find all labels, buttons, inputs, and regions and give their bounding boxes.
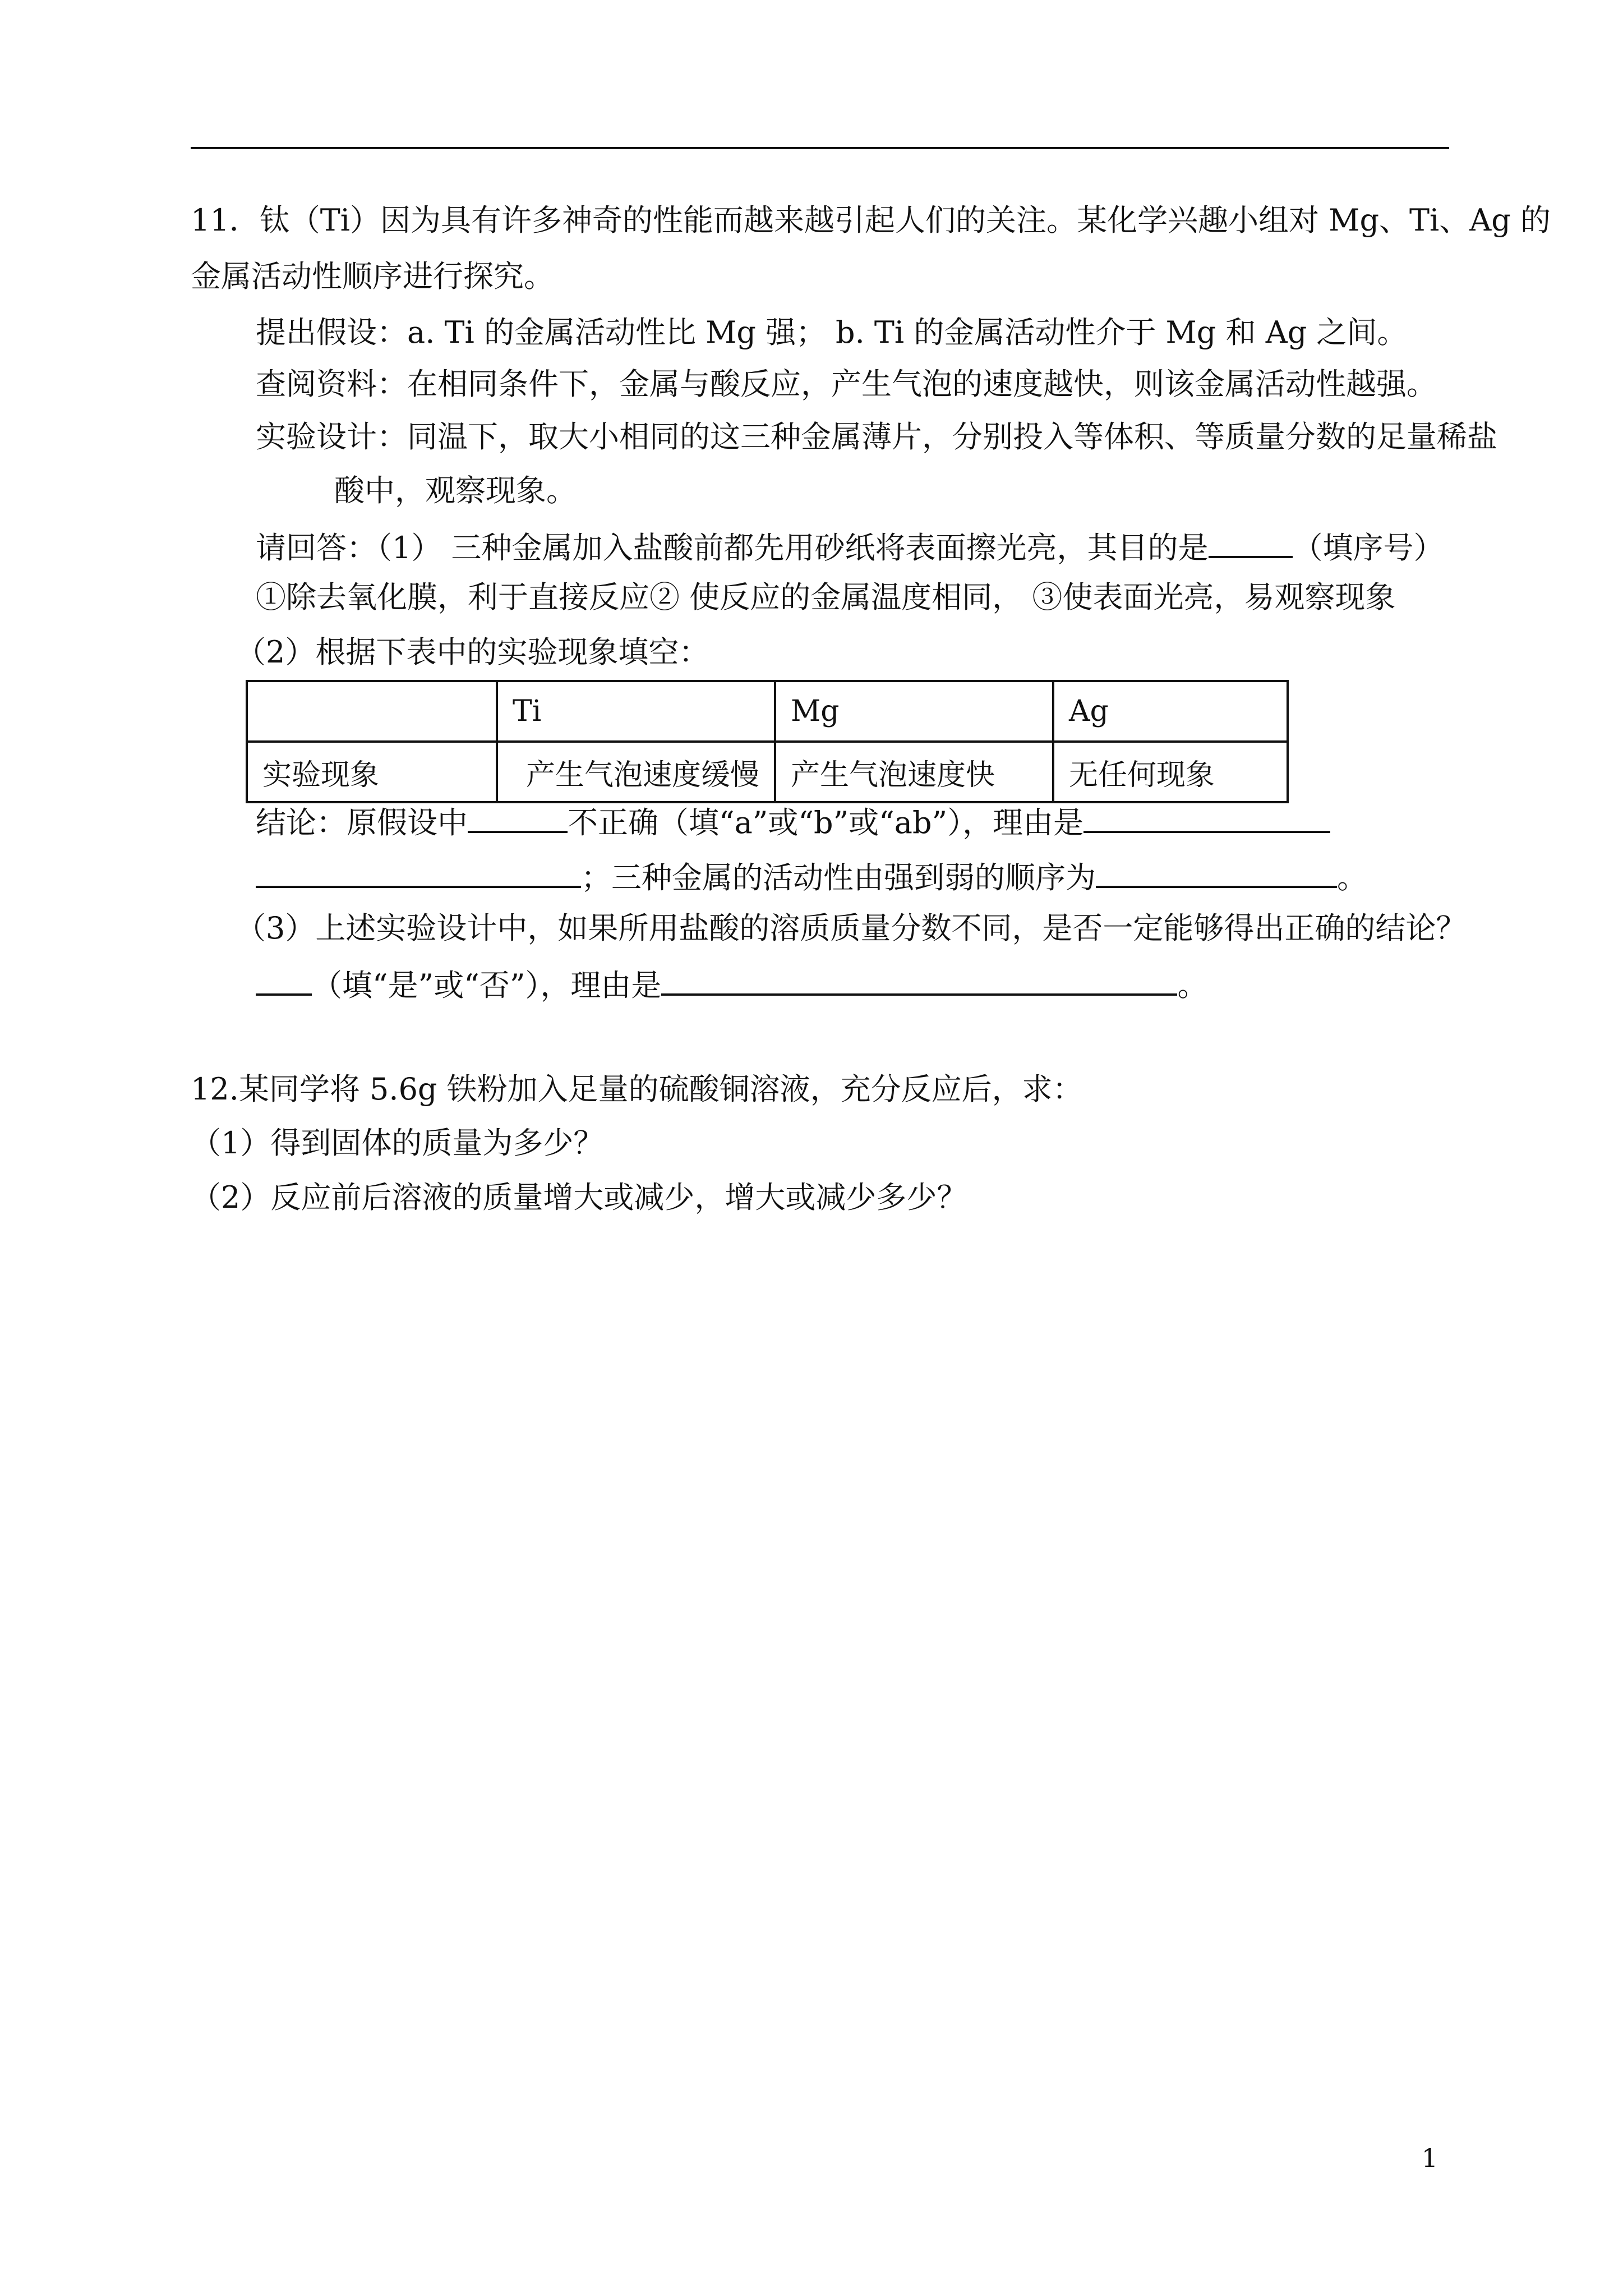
q11-hypothesis-a: 提出假设：a. Ti 的金属活动性比 Mg 强； (256, 315, 827, 350)
q3-reason-blank[interactable] (661, 962, 1177, 996)
conclusion-mid: 不正确（填“a”或“b”或“ab”），理由是 (568, 805, 1084, 840)
conclusion-order-blank[interactable] (1096, 854, 1337, 888)
q11-part1-text: 请回答：（1） 三种金属加入盐酸前都先用砂纸将表面擦光亮，其目的是 (256, 530, 1209, 565)
q11-part1 (256, 524, 1444, 568)
q11-part1-suffix: （填序号） (1292, 530, 1444, 565)
q11-part2-intro: （2）根据下表中的实验现象填空： (236, 634, 709, 670)
table-header-cell (247, 681, 497, 742)
table-header-cell: Ag (1053, 681, 1288, 742)
table-cell: 产生气泡速度缓慢 (497, 742, 775, 802)
q12-part1: （1）得到固体的质量为多少？ (191, 1125, 604, 1161)
conclusion-end: 。 (1337, 860, 1367, 895)
table-header-cell: Mg (775, 681, 1053, 742)
conclusion-prefix: 结论：原假设中 (256, 805, 468, 840)
table-cell: 无任何现象 (1053, 742, 1288, 802)
q11-design-line1: 实验设计：同温下，取大小相同的这三种金属薄片，分别投入等体积、等质量分数的足量稀盐 (256, 419, 1497, 454)
table-header-cell: Ti (497, 681, 775, 742)
q3-end: 。 (1177, 968, 1208, 1003)
table-header-row (247, 681, 1288, 742)
q11-intro-line2: 金属活动性顺序进行探究。 (191, 259, 554, 294)
conclusion-reason-blank[interactable] (1083, 799, 1330, 833)
conclusion-hypothesis-blank[interactable] (468, 799, 568, 833)
q3-mid: （填“是”或“否”），理由是 (312, 968, 662, 1003)
q11-part1-options: ①除去氧化膜，利于直接反应② 使反应的金属温度相同， ③使表面光亮，易观察现象 (256, 579, 1396, 615)
q3-yesno-blank[interactable] (256, 962, 312, 996)
conclusion-reason-blank-2[interactable] (256, 854, 581, 888)
table-row-label: 实验现象 (247, 742, 497, 802)
table-row (247, 742, 1288, 802)
experiment-table (246, 680, 1289, 803)
q11-hypothesis-b: b. Ti 的金属活动性介于 Mg 和 Ag 之间。 (836, 315, 1408, 350)
q11-conclusion-line2 (256, 854, 1367, 898)
table-cell: 产生气泡速度快 (775, 742, 1053, 802)
q11-reference: 查阅资料：在相同条件下，金属与酸反应，产生气泡的速度越快，则该金属活动性越强。 (256, 366, 1437, 402)
q11-intro-line1: 11．钛（Ti）因为具有许多神奇的性能而越来越引起人们的关注。某化学兴趣小组对 Mg、Ti、Ag 的 (191, 203, 1551, 238)
header-rule (191, 147, 1449, 149)
q12-intro: 12.某同学将 5.6g 铁粉加入足量的硫酸铜溶液，充分反应后，求： (191, 1071, 1083, 1107)
q11-part3-line1: （3）上述实验设计中，如果所用盐酸的溶质质量分数不同，是否一定能够得出正确的结论？ (236, 910, 1467, 946)
q12-part2: （2）反应前后溶液的质量增大或减少，增大或减少多少？ (191, 1180, 967, 1215)
q11-conclusion-line1 (256, 799, 1330, 843)
q11-part1-blank[interactable] (1209, 524, 1293, 558)
q11-design-line2: 酸中，观察现象。 (334, 473, 577, 508)
q11-part3-line2 (256, 962, 1207, 1005)
page-number: 1 (1421, 2143, 1438, 2173)
conclusion-order: ；三种金属的活动性由强到弱的顺序为 (581, 860, 1096, 895)
